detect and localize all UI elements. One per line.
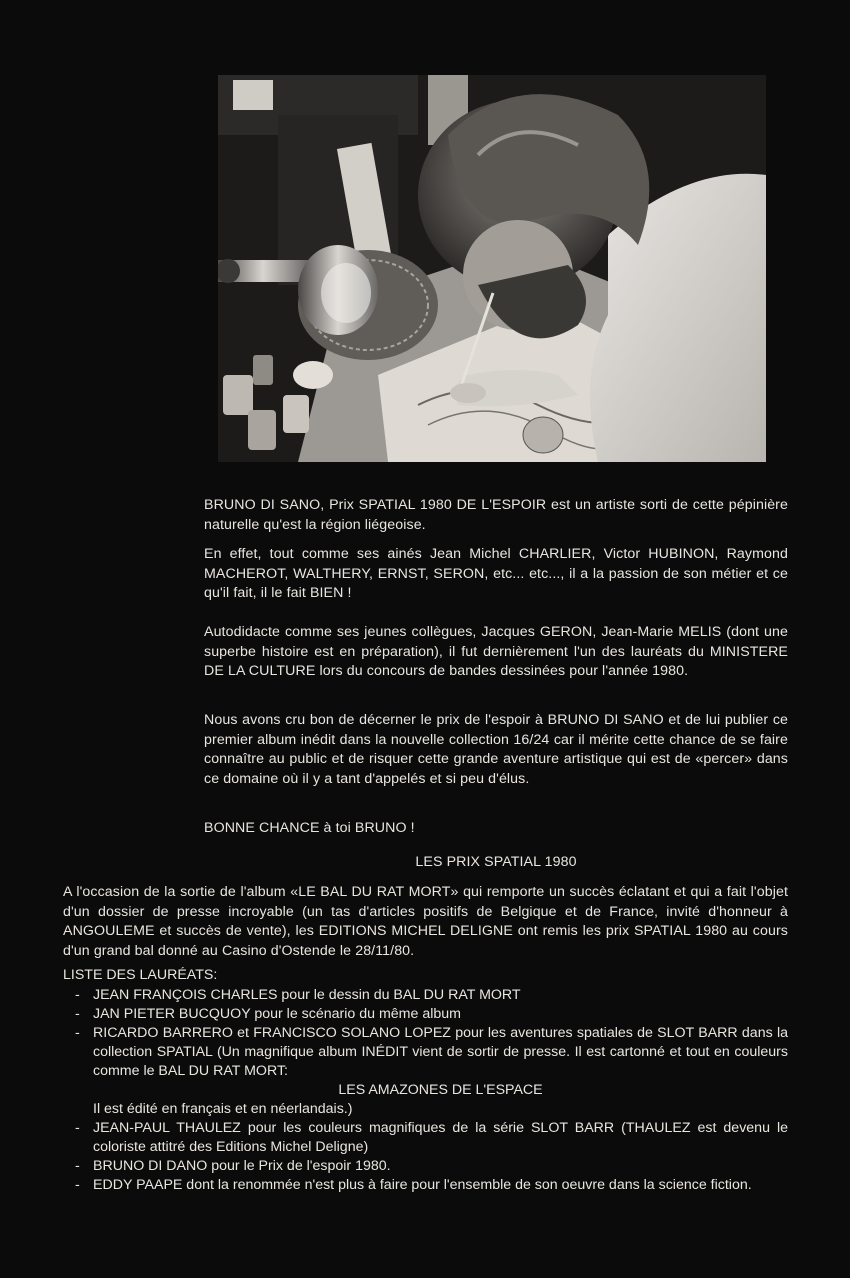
intro-paragraph-1 bbox=[204, 496, 788, 535]
artist-drawing-photo-illustration bbox=[218, 75, 766, 462]
intro-paragraph-2 bbox=[204, 545, 788, 604]
list-dash: - bbox=[75, 1158, 80, 1174]
list-dash: - bbox=[75, 1006, 80, 1022]
list-item bbox=[63, 986, 788, 1005]
laureats-heading: LISTE DES LAURÉATS: bbox=[63, 967, 218, 983]
laureat-item-6: EDDY PAAPE dont la renommée n'est plus à faire pour l'ensemble de son oeuvre dans la science fiction. bbox=[93, 1177, 752, 1193]
prix-paragraph-text: A l'occasion de la sortie de l'album «LE BAL DU RAT MORT» qui remporte un succès éclatant et qui a fait l'objet d'un dossier de presse incroyable (un tas d'articles positifs de Belgique et de France, invité d'honneur à ANGOULEME et succès de vente), les EDITIONS MICHEL DELIGNE ont remis les prix SPATIAL 1980 au cours d'un grand bal donné au Casino d'Ostende le 28/11/80. bbox=[63, 884, 788, 959]
prix-paragraph bbox=[63, 883, 788, 961]
laureat-item-5: BRUNO DI DANO pour le Prix de l'espoir 1980. bbox=[93, 1158, 391, 1174]
list-item bbox=[63, 1157, 788, 1176]
list-item bbox=[63, 1176, 788, 1195]
intro-text-5: BONNE CHANCE à toi BRUNO ! bbox=[204, 820, 415, 836]
list-item bbox=[63, 1005, 788, 1024]
laureat-item-3-title: LES AMAZONES DE L'ESPACE bbox=[338, 1082, 543, 1098]
artist-photo bbox=[218, 75, 766, 462]
intro-text-3: Autodidacte comme ses jeunes collègues, Jacques GERON, Jean-Marie MELIS (dont une superbe histoire est en préparation), il fut dernièrement l'un des lauréats du MINISTERE DE LA CULTURE lors du concours de bandes dessinées pour l'année 1980. bbox=[204, 624, 788, 679]
intro-paragraph-4 bbox=[204, 711, 788, 789]
list-dash: - bbox=[75, 1025, 80, 1041]
intro-text-1: BRUNO DI SANO, Prix SPATIAL 1980 DE L'ESPOIR est un artiste sorti de cette pépinière naturelle qu'est la région liégeoise. bbox=[204, 497, 788, 533]
laureat-item-2: JAN PIETER BUCQUOY pour le scénario du même album bbox=[93, 1006, 461, 1022]
prix-heading bbox=[204, 853, 788, 873]
laureat-item-1: JEAN FRANÇOIS CHARLES pour le dessin du BAL DU RAT MORT bbox=[93, 987, 521, 1003]
prix-heading-text: LES PRIX SPATIAL 1980 bbox=[415, 854, 577, 870]
laureat-item-4: JEAN-PAUL THAULEZ pour les couleurs magnifiques de la série SLOT BARR (THAULEZ est devenu le coloriste attitré des Editions Michel Deligne) bbox=[93, 1120, 788, 1155]
laureats-list bbox=[63, 966, 788, 1195]
list-dash: - bbox=[75, 1177, 80, 1193]
list-item bbox=[63, 1119, 788, 1157]
laureat-item-3-end: Il est édité en français et en néerlandais.) bbox=[93, 1101, 353, 1117]
intro-paragraph-5 bbox=[204, 819, 788, 839]
intro-text-4: Nous avons cru bon de décerner le prix de l'espoir à BRUNO DI SANO et de lui publier ce premier album inédit dans la nouvelle collection 16/24 car il mérite cette chance de se faire connaître au public et de risquer cette grande aventure artistique qui est de «percer» dans ce domaine où il y a tant d'appelés et si peu d'élus. bbox=[204, 712, 788, 787]
list-item bbox=[63, 1024, 788, 1119]
intro-paragraph-3 bbox=[204, 623, 788, 682]
intro-text-2: En effet, tout comme ses ainés Jean Michel CHARLIER, Victor HUBINON, Raymond MACHEROT, WALTHERY, ERNST, SERON, etc... etc..., il a la passion de son métier et ce qu'il fait, il le fait BIEN ! bbox=[204, 546, 788, 601]
list-dash: - bbox=[75, 987, 80, 1003]
laureat-item-3: RICARDO BARRERO et FRANCISCO SOLANO LOPEZ pour les aventures spatiales de SLOT BARR dans la collection SPATIAL (Un magnifique album INÉDIT vient de sortir de presse. Il est cartonné et tout en couleurs comme le BAL DU RAT MORT: bbox=[93, 1025, 788, 1079]
list-dash: - bbox=[75, 1120, 80, 1136]
